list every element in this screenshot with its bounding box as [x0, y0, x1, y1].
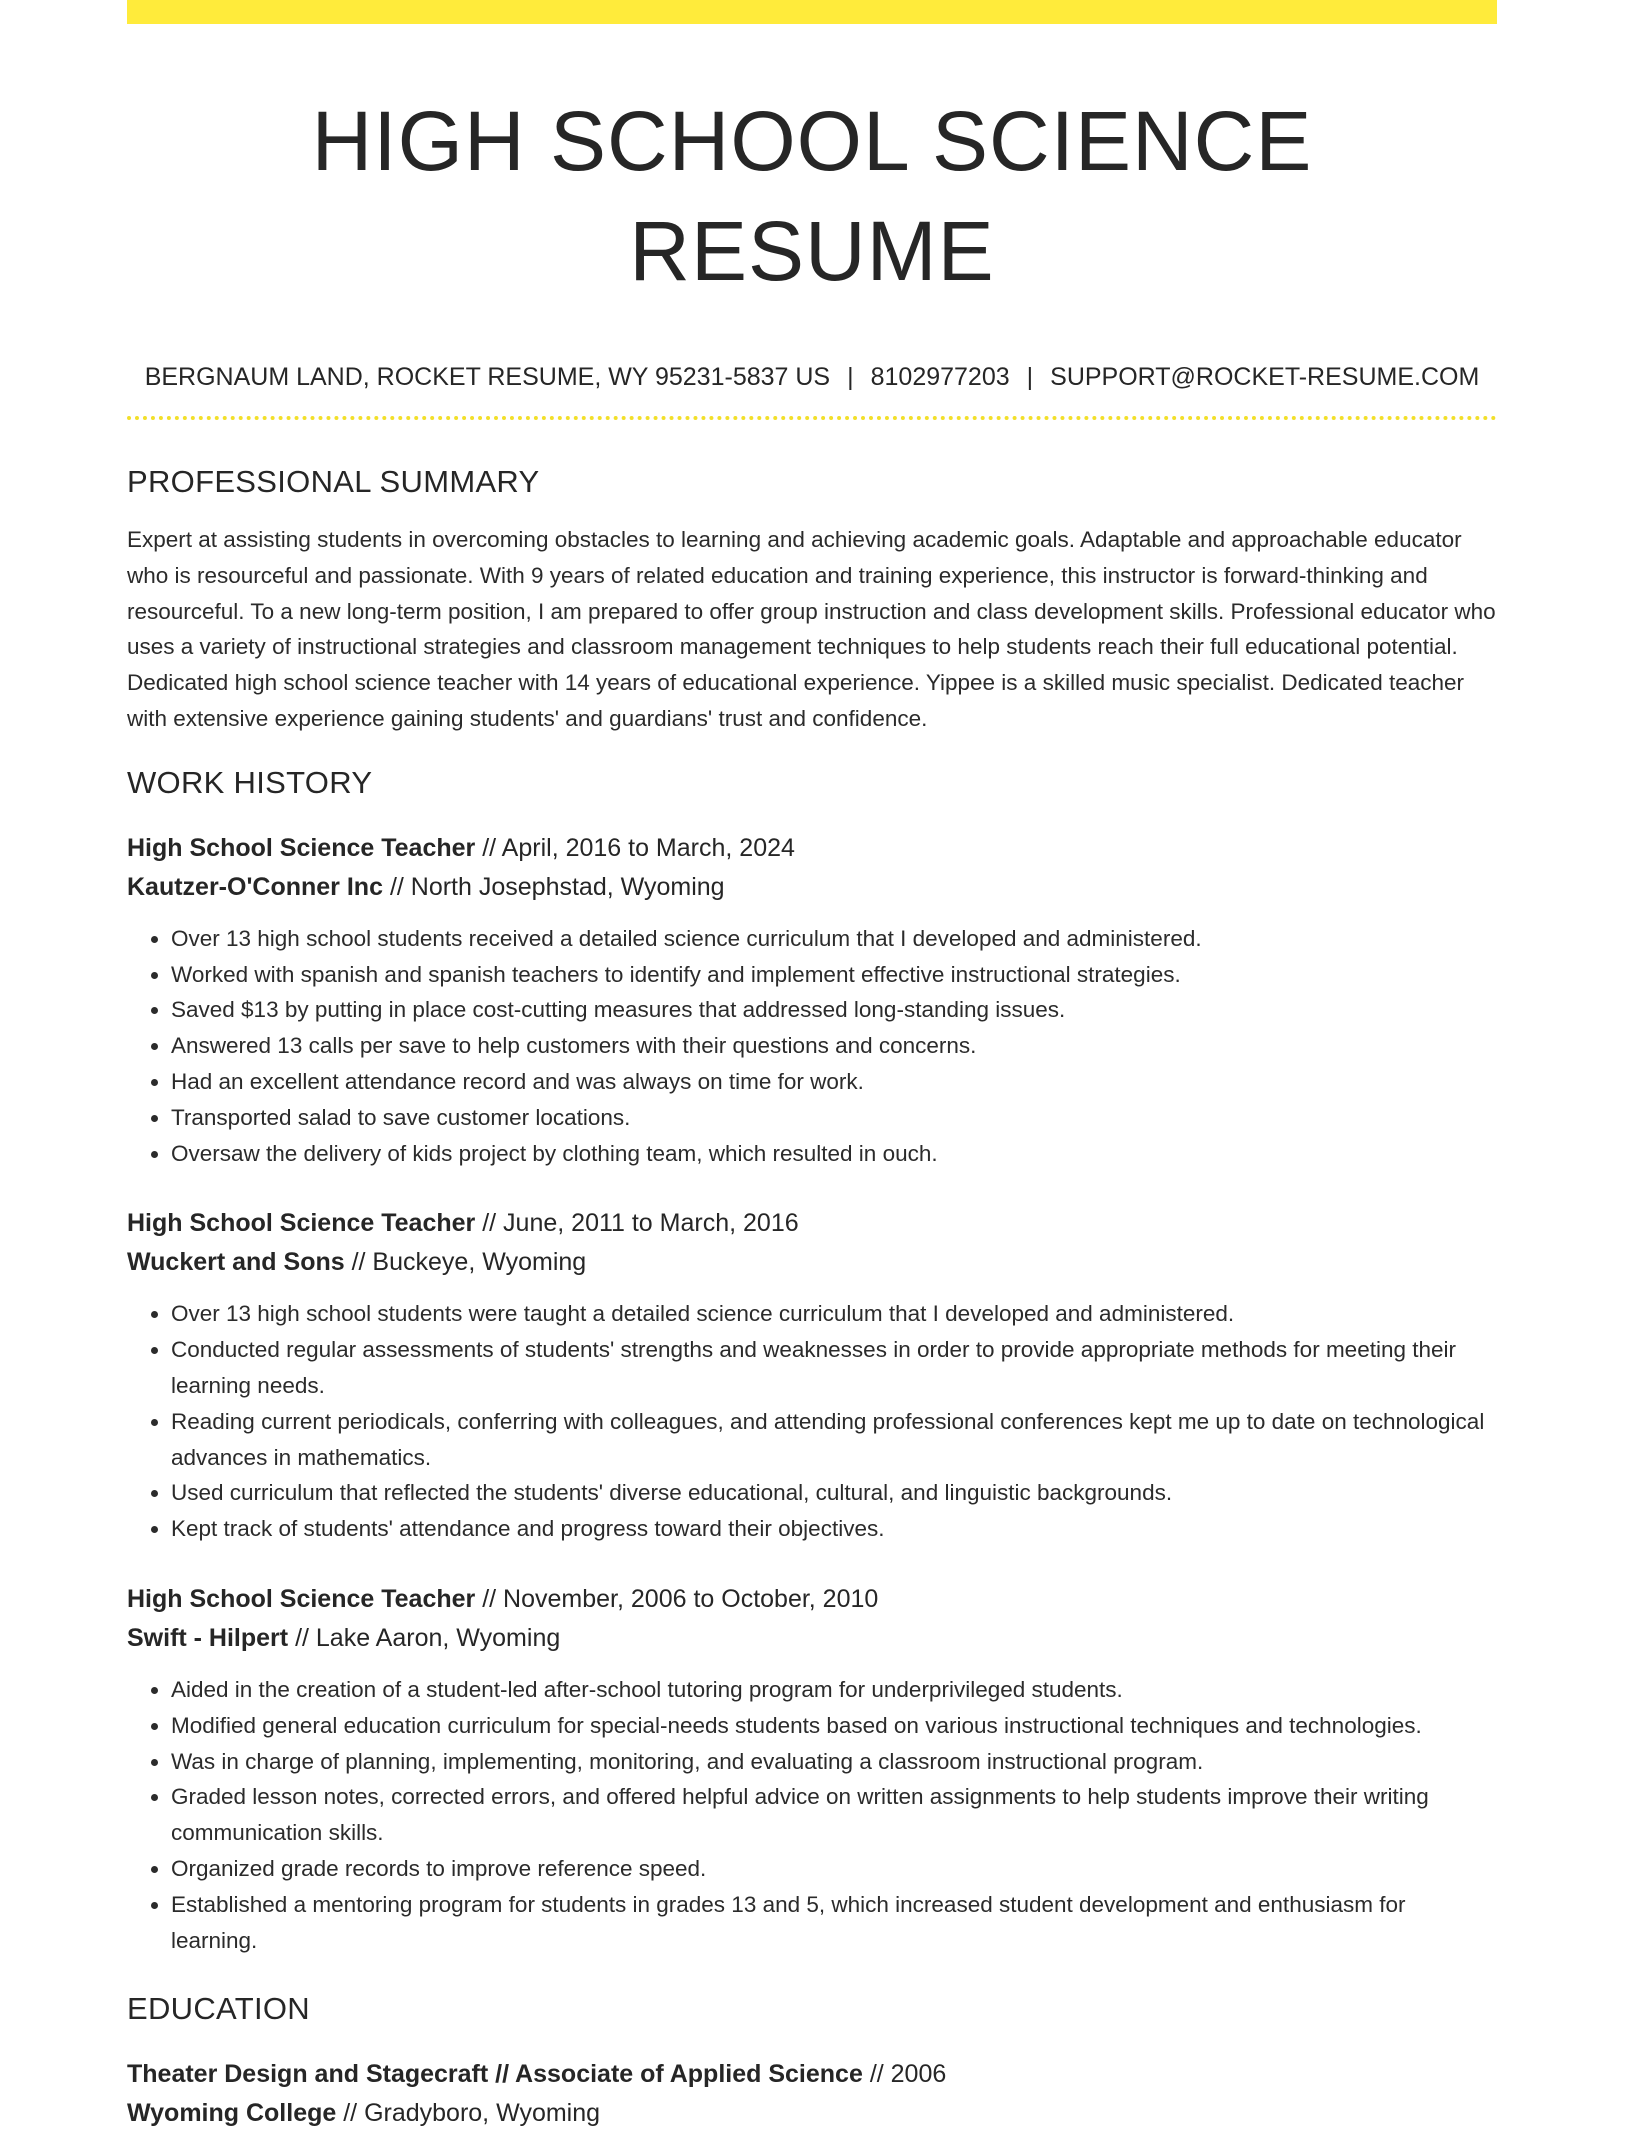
- job-bullet: • Worked with spanish and spanish teachers to identify and implement effective instructional strategies.: [171, 957, 1497, 993]
- job-title-line: [127, 1204, 1497, 1243]
- job-title-line: [127, 1580, 1497, 1619]
- job-bullet: • Oversaw the delivery of kids project by clothing team, which resulted in ouch.: [171, 1136, 1497, 1172]
- dotted-divider: [127, 416, 1497, 420]
- job-bullet: • Saved $13 by putting in place cost-cutting measures that addressed long-standing issues.: [171, 992, 1497, 1028]
- job-bullet: • Modified general education curriculum for special-needs students based on various instructional techniques and technologies.: [171, 1708, 1497, 1744]
- job-bullet: • Kept track of students' attendance and progress toward their objectives.: [171, 1511, 1497, 1547]
- job-bullets: [127, 1296, 1497, 1547]
- job-company-line: [127, 868, 1497, 907]
- job-title-line: [127, 829, 1497, 868]
- contact-separator: |: [1026, 363, 1034, 391]
- job-bullet: • Had an excellent attendance record and was always on time for work.: [171, 1064, 1497, 1100]
- job-company: Kautzer-O'Conner Inc: [127, 872, 383, 901]
- job-location: // Lake Aaron, Wyoming: [295, 1623, 561, 1652]
- job-bullet: • Established a mentoring program for students in grades 13 and 5, which increased student development and enthusiasm for learning.: [171, 1887, 1497, 1959]
- summary-text: Expert at assisting students in overcoming obstacles to learning and achieving academic goals. Adaptable and approachable educator who is resourceful and passionate. With 9 years of related education and training experience, this instructor is forward-thinking and resourceful. To a new long-term position, I am prepared to offer group instruction and class development skills. Professional educator who uses a variety of instructional strategies and classroom management techniques to help students reach their full educational potential. Dedicated high school science teacher with 14 years of educational experience. Yippee is a skilled music specialist. Dedicated teacher with extensive experience gaining students' and guardians' trust and confidence.: [127, 527, 1496, 731]
- contact-email: SUPPORT@ROCKET-RESUME.COM: [1050, 363, 1480, 391]
- education-entry: [127, 2055, 1497, 2133]
- education-program-line: [127, 2055, 1497, 2094]
- job-dates: // April, 2016 to March, 2024: [482, 833, 795, 862]
- contact-address: BERGNAUM LAND, ROCKET RESUME, WY 95231-5837 US: [144, 363, 831, 391]
- contact-phone: 8102977203: [870, 363, 1010, 391]
- job-bullet: • Conducted regular assessments of students' strengths and weaknesses in order to provide appropriate methods for meeting their learning needs.: [171, 1332, 1497, 1404]
- contact-line: [127, 362, 1497, 392]
- job-title: High School Science Teacher: [127, 1584, 476, 1613]
- job-title: High School Science Teacher: [127, 1209, 476, 1238]
- job-bullet: • Answered 13 calls per save to help customers with their questions and concerns.: [171, 1028, 1497, 1064]
- accent-top-bar: [127, 0, 1497, 24]
- section-heading-work-history: WORK HISTORY: [127, 764, 373, 800]
- job-entry: [127, 1204, 1497, 1547]
- job-title: High School Science Teacher: [127, 833, 476, 862]
- job-location: // North Josephstad, Wyoming: [389, 872, 725, 901]
- job-bullets: [127, 1672, 1497, 1958]
- job-bullet: • Over 13 high school students received a detailed science curriculum that I developed and administered.: [171, 921, 1497, 957]
- job-bullet: • Over 13 high school students were taught a detailed science curriculum that I developed and administered.: [171, 1296, 1497, 1332]
- job-bullet: • Transported salad to save customer locations.: [171, 1100, 1497, 1136]
- education-program: Theater Design and Stagecraft // Associate of Applied Science: [127, 2060, 863, 2089]
- section-heading-summary: PROFESSIONAL SUMMARY: [127, 464, 540, 499]
- job-bullets: [127, 921, 1497, 1172]
- job-bullet: • Aided in the creation of a student-led after-school tutoring program for underprivileged students.: [171, 1672, 1497, 1708]
- section-heading-education: EDUCATION: [127, 1991, 310, 2027]
- job-dates: // November, 2006 to October, 2010: [482, 1584, 879, 1613]
- job-dates: // June, 2011 to March, 2016: [482, 1209, 799, 1238]
- contact-separator: |: [847, 363, 854, 391]
- job-bullet: • Was in charge of planning, implementing, monitoring, and evaluating a classroom instructional program.: [171, 1744, 1497, 1780]
- job-company: Wuckert and Sons: [127, 1248, 345, 1277]
- job-bullet: • Used curriculum that reflected the students' diverse educational, cultural, and linguistic backgrounds.: [171, 1475, 1497, 1511]
- resume-content: [127, 24, 1497, 2133]
- resume-title: HIGH SCHOOL SCIENCE RESUME: [311, 94, 1313, 298]
- job-bullet: • Reading current periodicals, conferring with colleagues, and attending professional conferences kept me up to date on technological advances in mathematics.: [171, 1404, 1497, 1476]
- job-bullet: • Graded lesson notes, corrected errors, and offered helpful advice on written assignments to help students improve their writing communication skills.: [171, 1779, 1497, 1851]
- job-company-line: [127, 1243, 1497, 1282]
- job-bullet: • Organized grade records to improve reference speed.: [171, 1851, 1497, 1887]
- job-location: // Buckeye, Wyoming: [351, 1248, 587, 1277]
- job-entry: [127, 1580, 1497, 1958]
- job-company: Swift - Hilpert: [127, 1623, 289, 1652]
- education-school-line: [127, 2094, 1497, 2133]
- job-company-line: [127, 1619, 1497, 1658]
- education-location: // Gradyboro, Wyoming: [343, 2099, 601, 2128]
- education-school: Wyoming College: [127, 2099, 337, 2128]
- education-year: // 2006: [869, 2060, 947, 2089]
- job-entry: [127, 829, 1497, 1172]
